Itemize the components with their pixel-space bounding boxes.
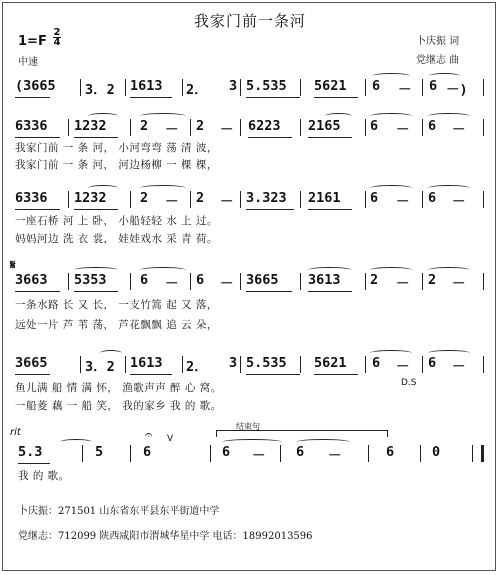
barline <box>280 445 281 462</box>
note-group: 5621 <box>314 78 347 94</box>
slur-mark <box>140 185 186 191</box>
lyric-line: 我家门前 一 条 河， 河边杨柳 一 棵 棵， <box>15 159 218 171</box>
lyric-line: 我 的 歌。 <box>18 470 70 482</box>
lyric-line: 鱼儿满 船 情 满 怀， 渔歌声声 醉 心 窝。 <box>15 382 222 394</box>
note-group: (3665 <box>15 78 56 94</box>
ending-bracket <box>216 430 388 437</box>
barline <box>80 79 81 96</box>
barline <box>422 119 423 136</box>
barline <box>125 79 126 96</box>
note-group: 3665 <box>246 272 279 288</box>
barline <box>82 445 83 462</box>
lyric-line: 我家门前 一 条 河， 小河弯弯 荡 清 波， <box>15 142 218 154</box>
note-group: 2 <box>140 190 149 206</box>
time-signature-top: 2 <box>53 27 61 38</box>
note-group: － <box>396 122 410 138</box>
note-group: 2165 <box>308 118 341 134</box>
slur-mark <box>88 185 118 191</box>
lyric-line: 一船菱 藕 一 船 笑， 我的家乡 我 的 歌。 <box>15 400 222 412</box>
slur-mark <box>88 113 118 119</box>
slur-mark <box>308 267 352 273</box>
note-group: 5621 <box>314 355 347 371</box>
note-group: 6 <box>372 78 381 94</box>
note-group: － <box>396 276 410 292</box>
note-group: － <box>165 122 179 138</box>
barline <box>365 119 366 136</box>
note-group: 1613 <box>130 78 163 94</box>
slur-mark <box>140 113 186 119</box>
slur-mark <box>428 185 470 191</box>
barline <box>68 273 69 290</box>
note-group: 6 <box>143 444 152 460</box>
note-group: 5.535 <box>246 355 287 371</box>
slur-mark <box>370 350 412 356</box>
note-group: 2161 <box>308 190 341 206</box>
barline <box>365 273 366 290</box>
footer-line: 卜庆振：271501 山东省东平县东平街道中学 <box>18 506 220 517</box>
note-group: 6 <box>428 190 437 206</box>
slur-mark <box>428 113 470 119</box>
barline <box>190 119 191 136</box>
lyric-line: 一座石桥 河 上 卧， 小船轻轻 水 上 过。 <box>15 215 218 227</box>
ds-marking: D.S <box>401 378 417 388</box>
barline <box>130 445 131 462</box>
note-group: 6 <box>222 444 231 460</box>
beam-line <box>308 137 352 138</box>
beam-line <box>74 291 118 292</box>
beam-line <box>314 374 358 375</box>
barline <box>420 445 421 462</box>
barline <box>472 445 473 462</box>
note-group: 2 <box>428 272 437 288</box>
slur-mark <box>372 73 410 79</box>
note-group: 6 <box>196 272 205 288</box>
beam-line <box>15 97 50 98</box>
barline <box>422 273 423 290</box>
composer-credit: 党继志 曲 <box>416 55 460 66</box>
barline <box>182 79 183 96</box>
slur-mark <box>428 350 470 356</box>
note-group: － <box>165 276 179 292</box>
note-group: 3 <box>229 78 238 94</box>
barline <box>483 356 484 373</box>
beam-line <box>246 209 294 210</box>
key-signature: 1=F <box>18 34 47 49</box>
note-group: －) <box>446 82 468 98</box>
barline <box>300 119 301 136</box>
beam-line <box>15 374 50 375</box>
barline <box>300 191 301 208</box>
beam-line <box>74 137 118 138</box>
slur-mark <box>370 267 412 273</box>
note-group: 6 <box>428 118 437 134</box>
barline <box>422 191 423 208</box>
note-group: 6336 <box>15 190 48 206</box>
note-group: － <box>452 359 466 375</box>
note-group: 6336 <box>15 118 48 134</box>
barline <box>365 356 366 373</box>
barline <box>240 356 241 373</box>
note-group: 2 <box>140 118 149 134</box>
note-group: 1613 <box>130 355 163 371</box>
note-group: 5.535 <box>246 78 287 94</box>
tempo-marking: 中速 <box>18 57 38 68</box>
barline <box>68 191 69 208</box>
note-group: 5353 <box>74 272 107 288</box>
note-group: － <box>398 82 412 98</box>
note-group: 6 <box>429 78 438 94</box>
note-group: 2． <box>186 82 208 98</box>
note-group: 2 <box>196 190 205 206</box>
barline <box>483 119 484 136</box>
rit-marking: rit <box>10 427 21 438</box>
ending-label: 结束句 <box>236 422 260 431</box>
time-signature <box>53 28 61 47</box>
note-group: － <box>452 122 466 138</box>
slur-mark <box>296 439 350 445</box>
note-group: 3．2 <box>85 359 115 375</box>
beam-line <box>248 137 292 138</box>
slur-mark <box>100 350 122 356</box>
barline <box>300 79 301 96</box>
beam-line <box>130 374 172 375</box>
beam-line <box>15 291 60 292</box>
note-group: － <box>452 194 466 210</box>
note-group: 0 <box>432 444 441 460</box>
note-group: 1232 <box>74 190 107 206</box>
note-group: － <box>220 122 234 138</box>
note-group: 5 <box>95 444 104 460</box>
song-title: 我家门前一条河 <box>193 12 306 30</box>
barline <box>80 356 81 373</box>
slur-mark <box>428 267 470 273</box>
note-group: 3．2 <box>85 82 115 98</box>
barline <box>300 273 301 290</box>
beam-line <box>308 291 352 292</box>
barline <box>368 445 369 462</box>
note-group: － <box>328 448 342 464</box>
beam-line <box>74 209 118 210</box>
lyric-line: 远处一片 芦 苇 荡， 芦花飘飘 追 云 朵， <box>15 319 218 331</box>
barline <box>483 273 484 290</box>
double-barline <box>481 445 484 462</box>
note-group: 6 <box>386 444 395 460</box>
lyric-line: 一条水路 长 又 长， 一支竹篙 起 又 落， <box>15 299 218 311</box>
note-group: 1232 <box>74 118 107 134</box>
breath-mark: V <box>167 434 174 444</box>
barline <box>182 356 183 373</box>
note-group: 3.323 <box>246 190 287 206</box>
slur-mark <box>370 113 412 119</box>
barline <box>240 119 241 136</box>
note-group: 3613 <box>308 272 341 288</box>
slur-mark <box>429 73 460 79</box>
note-group: 6 <box>140 272 149 288</box>
beam-line <box>246 374 300 375</box>
lyric-line: 妈妈河边 洗 衣 裳， 娃娃戏水 采 青 荷。 <box>15 233 218 245</box>
note-group: － <box>396 359 410 375</box>
barline <box>130 273 131 290</box>
barline <box>240 191 241 208</box>
barline <box>190 191 191 208</box>
barline <box>130 191 131 208</box>
note-group: 3663 <box>15 272 48 288</box>
barline <box>300 356 301 373</box>
slur-mark <box>140 267 186 273</box>
note-group: － <box>252 448 266 464</box>
barline <box>190 273 191 290</box>
slur-mark <box>60 439 92 445</box>
beam-line <box>15 209 60 210</box>
barline <box>125 356 126 373</box>
note-group: 6 <box>372 355 381 371</box>
note-group: 6 <box>370 190 379 206</box>
note-group: 3665 <box>15 355 48 371</box>
beam-line <box>246 97 300 98</box>
note-group: 6 <box>296 444 305 460</box>
barline <box>240 273 241 290</box>
slur-mark <box>222 439 282 445</box>
barline <box>365 191 366 208</box>
note-group: － <box>396 194 410 210</box>
slur-mark <box>74 267 118 273</box>
barline <box>365 79 366 96</box>
beam-line <box>314 97 358 98</box>
note-group: 2 <box>370 272 379 288</box>
beam-line <box>130 97 172 98</box>
barline <box>483 79 484 96</box>
fermata-sign: 𝄐 <box>145 428 153 443</box>
note-group: 6 <box>428 355 437 371</box>
barline <box>422 356 423 373</box>
barline <box>68 119 69 136</box>
note-group: － <box>220 276 234 292</box>
barline <box>240 79 241 96</box>
barline <box>210 445 211 462</box>
note-group: － <box>220 194 234 210</box>
note-group: － <box>165 194 179 210</box>
staff-system-6 <box>0 444 500 466</box>
lyricist-credit: 卜庆振 词 <box>416 36 460 47</box>
note-group: 6 <box>370 118 379 134</box>
note-group: 2 <box>196 118 205 134</box>
note-group: 2． <box>186 359 208 375</box>
segno-sign: 𝄋 <box>10 258 16 273</box>
note-group: 3 <box>229 355 238 371</box>
slur-mark <box>370 185 412 191</box>
barline <box>483 191 484 208</box>
footer-line: 党继志：712099 陕西咸阳市渭城华星中学 电话：18992013596 <box>18 531 313 542</box>
beam-line <box>246 291 292 292</box>
beam-line <box>308 209 352 210</box>
slur-mark <box>325 113 352 119</box>
time-signature-bottom: 4 <box>53 37 61 48</box>
note-group: 5.3 <box>18 444 43 460</box>
note-group: 6223 <box>248 118 281 134</box>
barline <box>422 79 423 96</box>
barline <box>130 119 131 136</box>
beam-line <box>15 137 60 138</box>
beam-line <box>18 463 50 464</box>
note-group: － <box>452 276 466 292</box>
